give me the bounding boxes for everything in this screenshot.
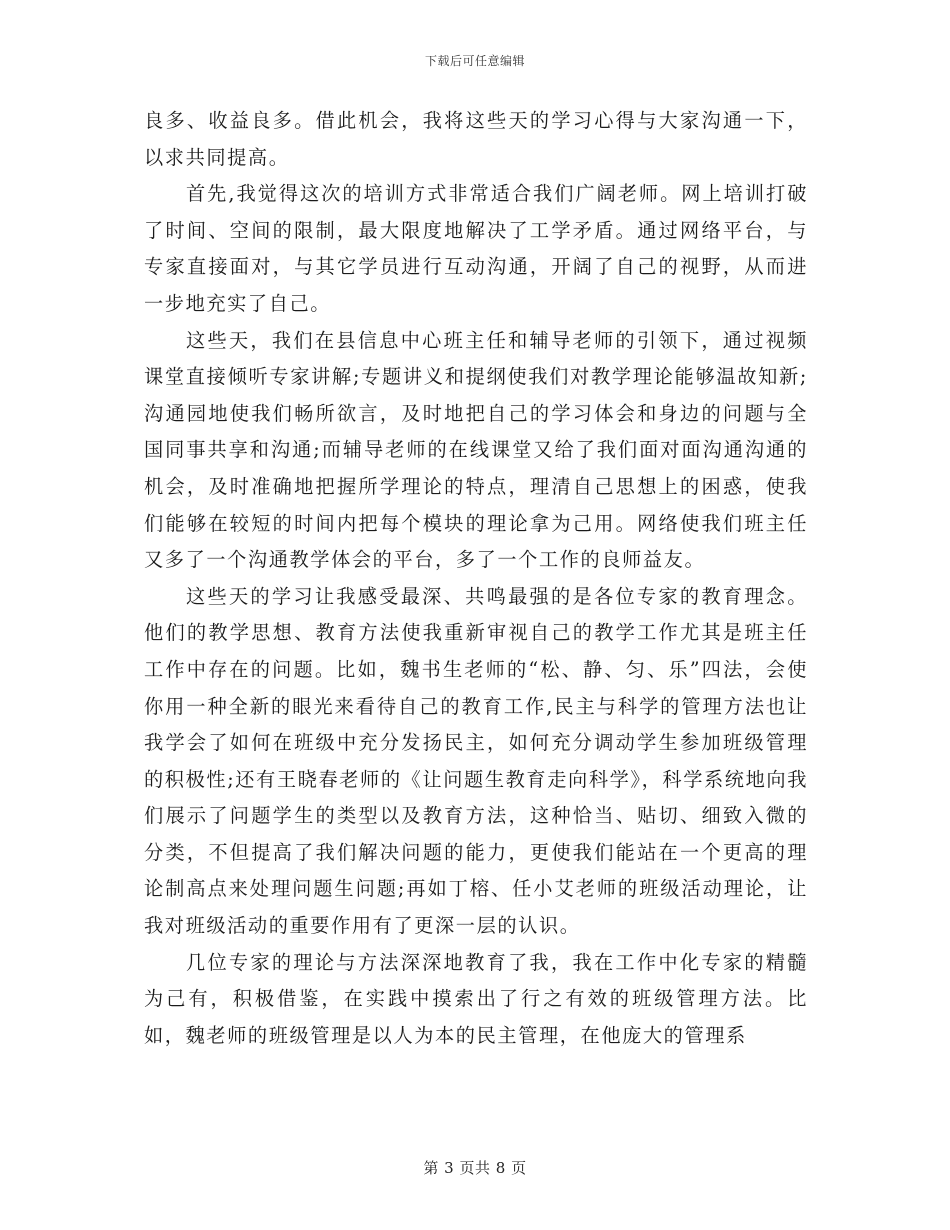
- page-footer: 第 3 页共 8 页: [423, 1159, 527, 1177]
- paragraph-3: 这些天，我们在县信息中心班主任和辅导老师的引领下，通过视频课堂直接倾听专家讲解;专题讲义和提纲使我们对教学理论能够温故知新;沟通园地使我们畅所欲言，及时地把自己的学习体会和身边的问题与全国同事共享和沟通;而辅导老师的在线课堂又给了我们面对面沟通沟通的机会，及时准确地把握所学理论的特点，理清自己思想上的困惑，使我们能够在较短的时间内把每个模块的理论拿为己用。网络使我们班主任又多了一个沟通教学体会的平台，多了一个工作的良师益友。: [144, 328, 808, 572]
- paragraph-1: 良多、收益良多。借此机会，我将这些天的学习心得与大家沟通一下，以求共同提高。: [144, 109, 808, 169]
- paragraph-4: 这些天的学习让我感受最深、共鸣最强的是各位专家的教育理念。他们的教学思想、教育方法使我重新审视自己的教学工作尤其是班主任工作中存在的问题。比如，魏书生老师的“松、静、匀、乐”四法，会使你用一种全新的眼光来看待自己的教育工作,民主与科学的管理方法也让我学会了如何在班级中充分发扬民主，如何充分调动学生参加班级管理的积极性;还有王晓春老师的《让问题生教育走向科学》，科学系统地向我们展示了问题学生的类型以及教育方法，这种恰当、贴切、细致入微的分类，不但提高了我们解决问题的能力，更使我们能站在一个更高的理论制高点来处理问题生问题;再如丁榕、任小艾老师的班级活动理论，让我对班级活动的重要作用有了更深一层的认识。: [144, 584, 808, 938]
- document-body: [144, 103, 808, 1054]
- paragraph-2: 首先,我觉得这次的培训方式非常适合我们广阔老师。网上培训打破了时间、空间的限制，最大限度地解决了工学矛盾。通过网络平台，与专家直接面对，与其它学员进行互动沟通，开阔了自己的视野，从而进一步地充实了自己。: [144, 182, 808, 315]
- page-header: 下载后可任意编辑: [424, 54, 525, 68]
- paragraph-5: 几位专家的理论与方法深深地教育了我，我在工作中化专家的精髓为己有，积极借鉴，在实践中摸索出了行之有效的班级管理方法。比如，魏老师的班级管理是以人为本的民主管理，在他庞大的管理系: [144, 950, 808, 1047]
